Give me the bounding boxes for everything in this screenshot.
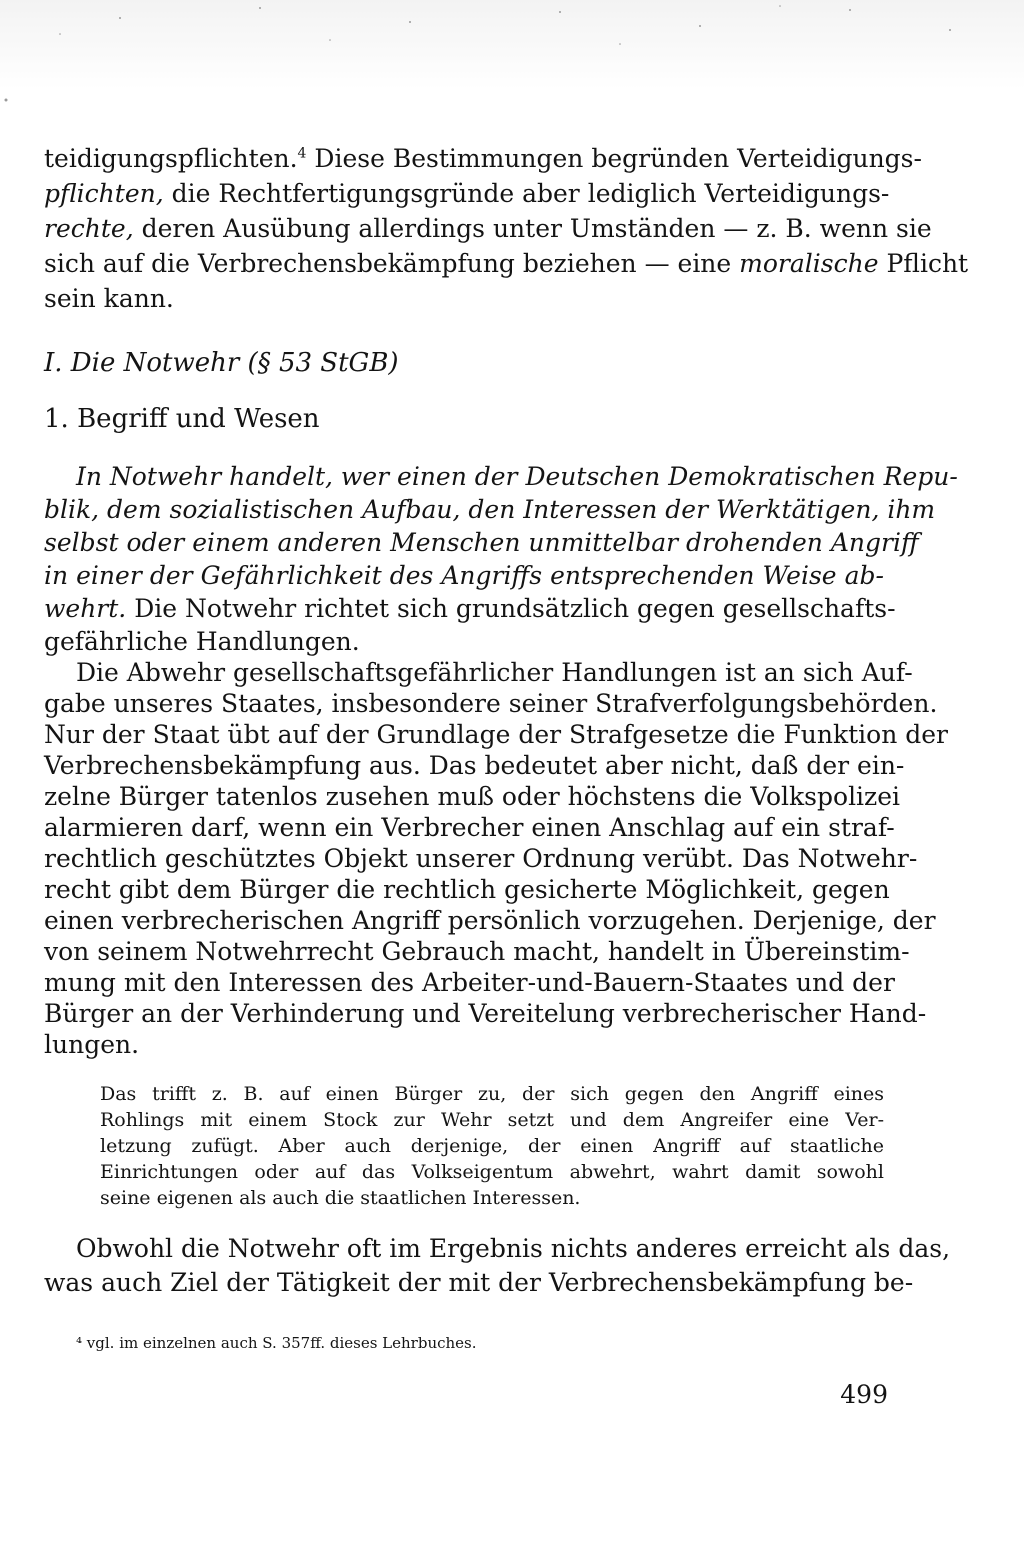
text-span: Pflicht [878,249,969,278]
text-line: lungen. [44,1030,140,1059]
text-line: Rohlings mit einem Stock zur Wehr setzt und dem Angreifer eine Ver- [100,1109,884,1131]
section-heading: I. Die Notwehr (§ 53 StGB) [44,348,399,378]
text-line: von seinem Notwehrrecht Gebrauch macht, handelt in Übereinstim- [44,937,910,966]
page-number: 499 [840,1380,888,1409]
text-line: Die Abwehr gesellschaftsgefährlicher Handlungen ist an sich Auf- [76,658,913,687]
text-line: was auch Ziel der Tätigkeit der mit der Verbrechensbekämpfung be- [44,1268,914,1297]
text-line: zelne Bürger tatenlos zusehen muß oder höchstens die Volkspolizei [44,782,901,811]
emphasis-text: rechte, [44,214,134,243]
text-line: Bürger an der Verhinderung und Vereitelung verbrecherischer Hand- [44,999,927,1028]
text-line: seine eigenen als auch die staatlichen Interessen. [100,1187,581,1209]
emphasis-text: wehrt. [44,594,127,623]
text-line: in einer der Gefährlichkeit des Angriffs entsprechenden Weise ab- [44,561,884,590]
text-line: letzung zufügt. Aber auch derjenige, der einen Angriff auf staatliche [100,1135,884,1157]
text-line: blik, dem sozialistischen Aufbau, den Interessen der Werktätigen, ihm [44,495,936,524]
text-line: Nur der Staat übt auf der Grundlage der Strafgesetze die Funktion der [44,720,949,749]
text-line: In Notwehr handelt, wer einen der Deutschen Demokratischen Repu- [76,462,958,491]
text-line: Obwohl die Notwehr oft im Ergebnis nichts anderes erreicht als das, [76,1234,951,1263]
text-line: einen verbrecherischen Angriff persönlich vorzugehen. Derjenige, der [44,906,936,935]
text-line: gefährliche Handlungen. [44,627,360,656]
footnote: ⁴ vgl. im einzelnen auch S. 357ff. dieses Lehrbuches. [76,1334,477,1352]
text-span: teidigungspflichten. [44,144,298,173]
text-line: alarmieren darf, wenn ein Verbrecher einen Anschlag auf ein straf- [44,813,895,842]
text-line: mung mit den Interessen des Arbeiter-und-Bauern-Staates und der [44,968,895,997]
text-line: rechtlich geschütztes Objekt unserer Ordnung verübt. Das Notwehr- [44,844,918,873]
emphasis-text: pflichten, [44,179,164,208]
text-line [44,592,896,626]
text-span: sich auf die Verbrechensbekämpfung beziehen — eine [44,249,740,278]
text-line: recht gibt dem Bürger die rechtlich gesicherte Möglichkeit, gegen [44,875,890,904]
text-line [44,177,890,211]
subsection-heading: 1. Begriff und Wesen [44,404,320,434]
text-span: Die Notwehr richtet sich grundsätzlich gegen gesellschafts- [126,594,896,623]
text-line [44,142,922,176]
scan-speckles [0,0,1024,120]
text-line [44,212,932,246]
text-line [44,247,969,281]
text-span: Diese Bestimmungen begründen Verteidigungs- [306,144,922,173]
text-span: deren Ausübung allerdings unter Umständen — z. B. wenn sie [133,214,932,243]
emphasis-text: moralische [739,249,879,278]
text-line: selbst oder einem anderen Menschen unmittelbar drohenden Angriff [44,528,919,557]
text-line: gabe unseres Staates, insbesondere seiner Strafverfolgungsbehörden. [44,689,938,718]
text-line: Verbrechensbekämpfung aus. Das bedeutet aber nicht, daß der ein- [44,751,905,780]
text-span: die Rechtfertigungsgründe aber lediglich Verteidigungs- [163,179,890,208]
text-line: Das trifft z. B. auf einen Bürger zu, der sich gegen den Angriff eines [100,1083,884,1105]
text-line: Einrichtungen oder auf das Volkseigentum abwehrt, wahrt damit sowohl [100,1161,884,1183]
text-line: sein kann. [44,284,174,313]
footnote-marker: 4 [297,145,307,162]
